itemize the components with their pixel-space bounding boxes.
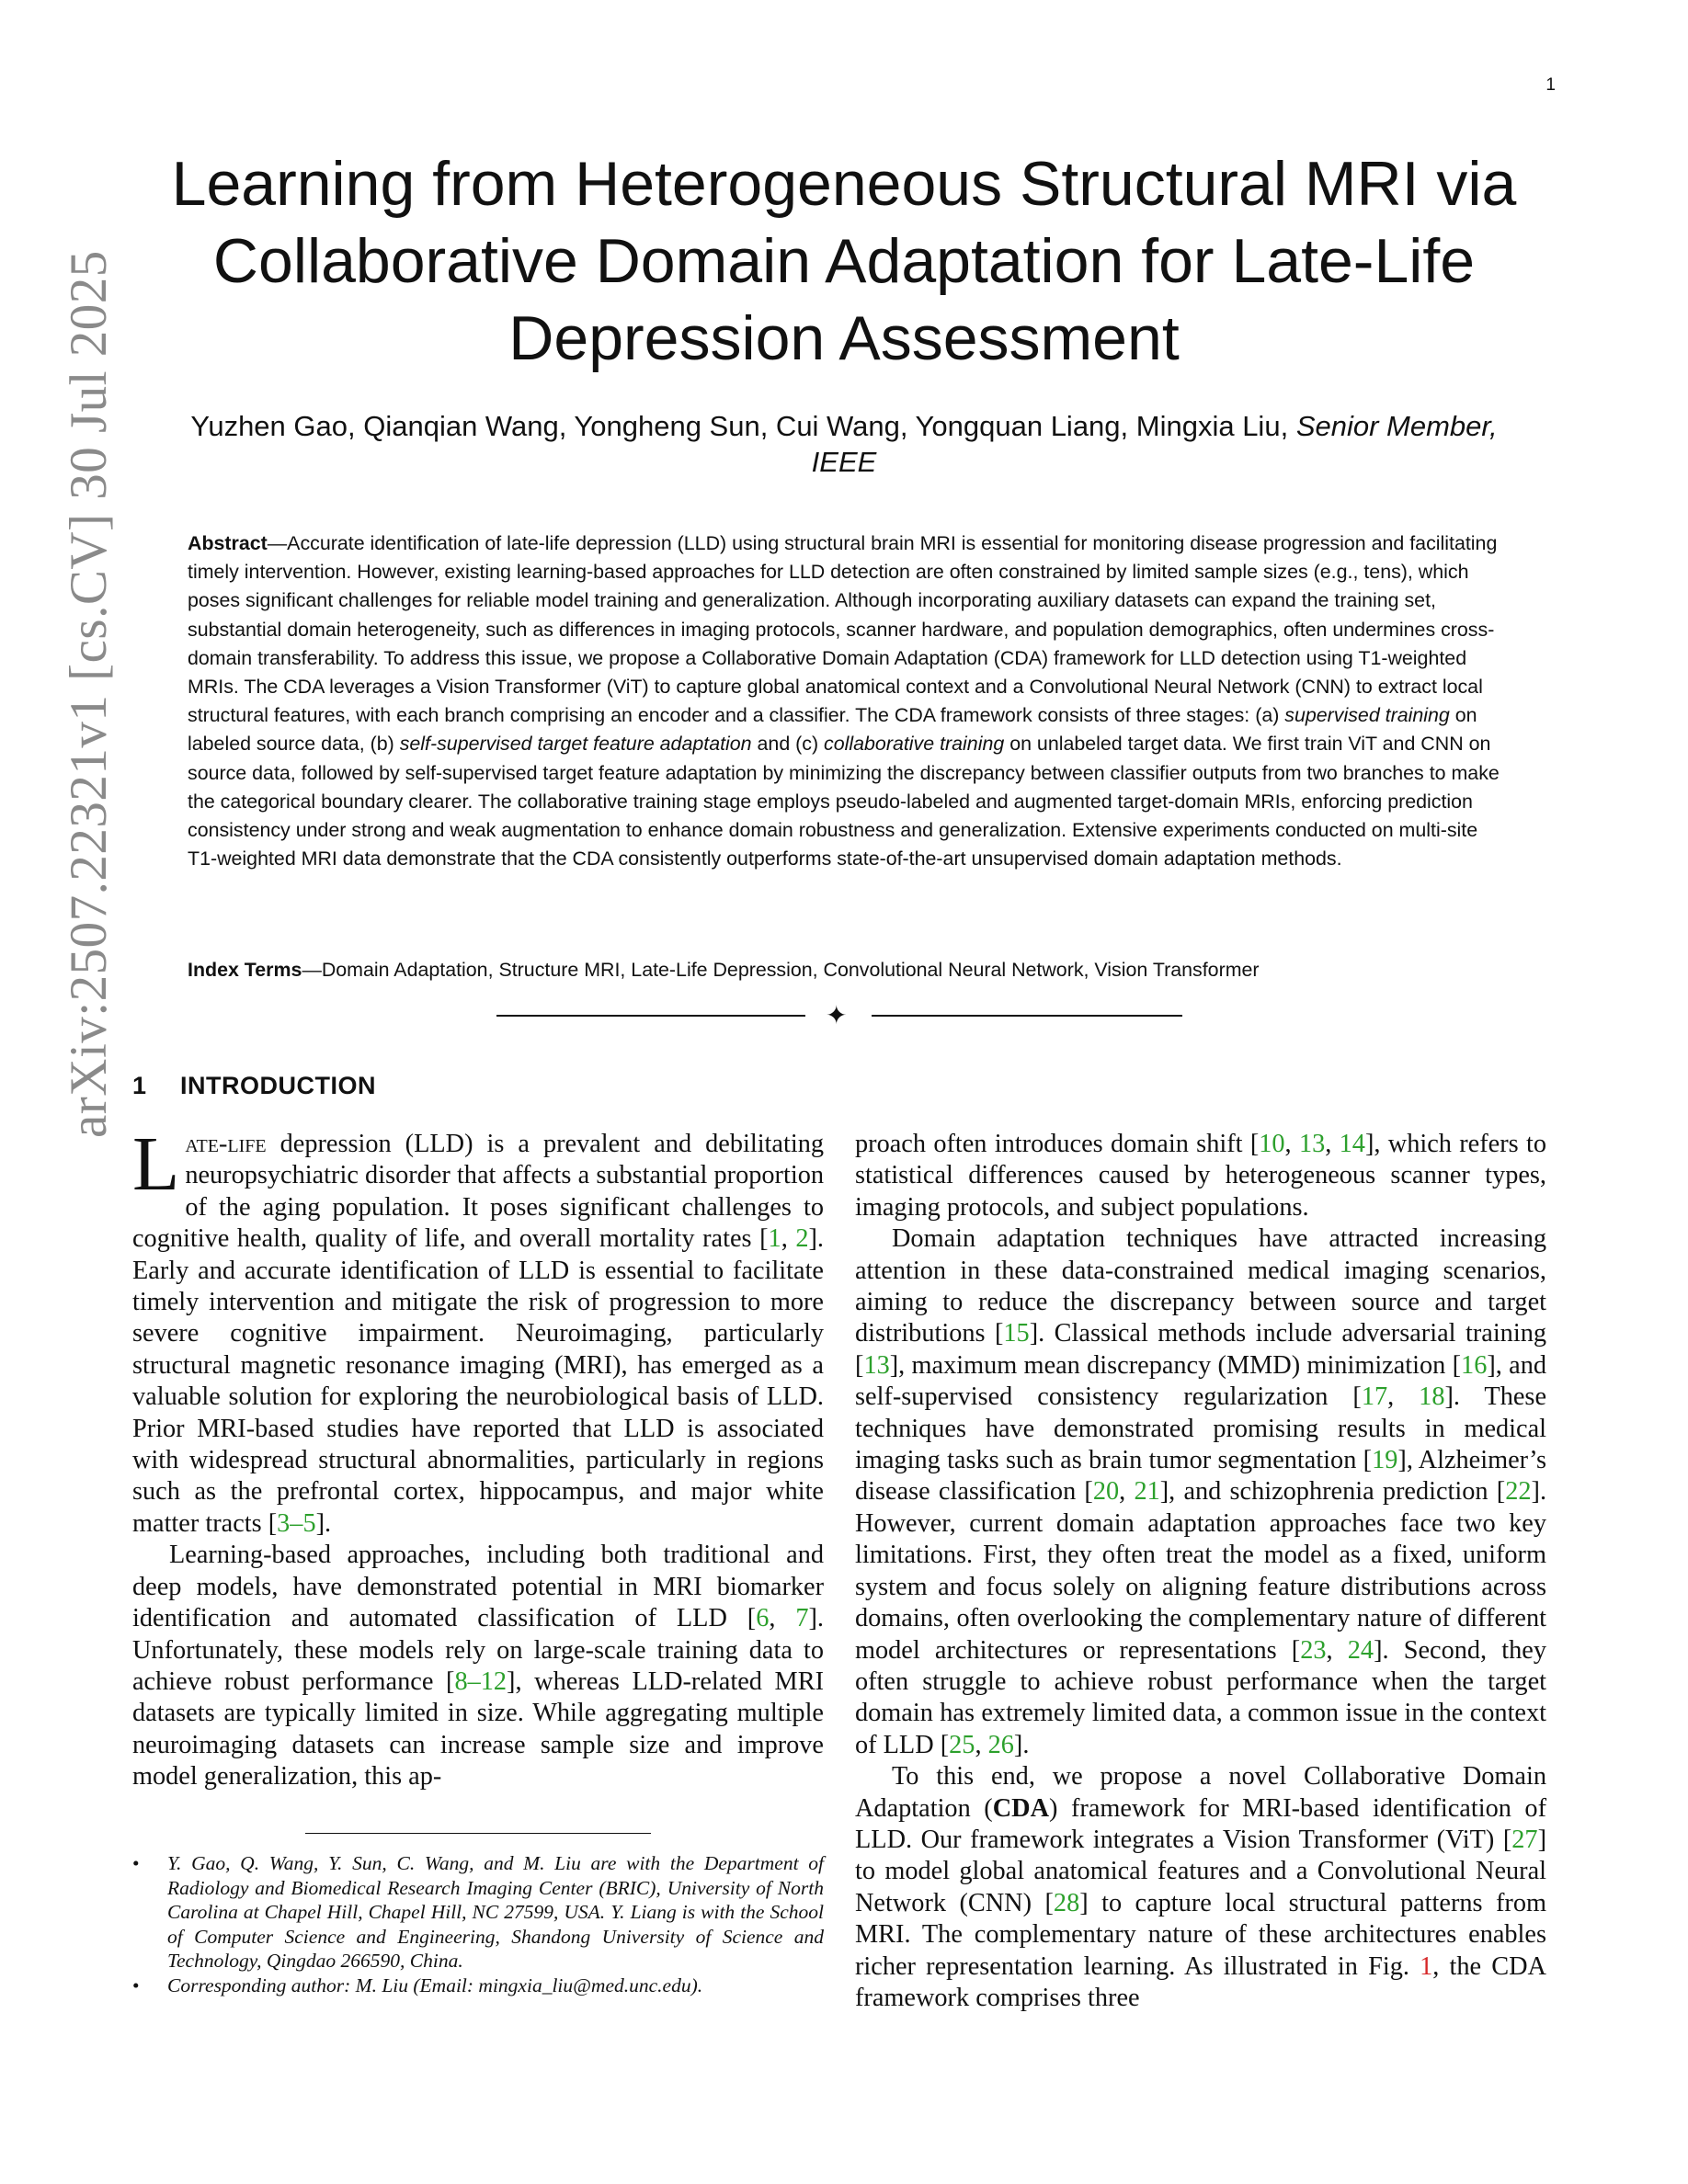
citation-link[interactable]: 8–12: [454, 1666, 508, 1696]
citation-link[interactable]: 28: [1053, 1888, 1080, 1917]
drop-cap: L: [132, 1121, 180, 1207]
intro-paragraph-2: [132, 1540, 824, 1792]
intro-paragraph-4: [855, 1761, 1546, 2014]
author-list: [184, 408, 1504, 480]
left-column: [132, 1121, 824, 1793]
body-text: ]. Classical methods include adversarial training [: [855, 1319, 1546, 1380]
index-terms-text: —Domain Adaptation, Structure MRI, Late-Life Depression, Convolutional Neural Network, Vision Transformer: [302, 959, 1260, 981]
index-terms-label: Index Terms: [188, 959, 302, 981]
citation-link[interactable]: 22: [1505, 1477, 1532, 1507]
author-names: Yuzhen Gao, Qianqian Wang, Yongheng Sun, Cui Wang, Yongquan Liang, Mingxia Liu,: [190, 410, 1289, 442]
paper-title: [110, 145, 1578, 377]
abstract-label: Abstract: [188, 532, 268, 554]
bullet-icon: •: [132, 1852, 140, 1874]
body-text: ], maximum mean discrepancy (MMD) minimization [: [889, 1350, 1462, 1380]
page-number: 1: [1545, 75, 1556, 95]
abstract-dash: —: [267, 532, 288, 554]
author-membership: Senior Member, IEEE: [811, 410, 1498, 478]
body-text: ] to capture local structural patterns from MRI. The complementary nature of these architectures enables richer representation learning. As illustrated in Fig.: [855, 1888, 1546, 1981]
body-text: ], and schizophrenia prediction [: [1159, 1477, 1506, 1507]
body-text: ]. Unfortunately, these models rely on large-scale training data to achieve robust performance [: [132, 1604, 824, 1696]
citation-link[interactable]: 24: [1347, 1635, 1374, 1665]
section-title: INTRODUCTION: [180, 1072, 376, 1099]
title-line: Learning from Heterogeneous Structural MRI via: [171, 149, 1517, 219]
abstract-emphasis: collaborative training: [824, 733, 1005, 756]
body-text: ], Alzheimer’s disease classification [: [855, 1446, 1546, 1507]
citation-link[interactable]: 19: [1372, 1446, 1398, 1475]
title-line: Depression Assessment: [508, 303, 1180, 373]
footnotes: [132, 1851, 824, 1998]
body-text: ,: [975, 1730, 988, 1759]
title-line: Collaborative Domain Adaptation for Late-Life: [212, 226, 1476, 296]
citation-link[interactable]: 13: [863, 1350, 890, 1380]
citation-link[interactable]: 6: [756, 1604, 770, 1633]
body-text: ], and self-supervised consistency regularization [: [855, 1350, 1546, 1412]
figure-reference-link[interactable]: 1: [1420, 1951, 1433, 1981]
body-text: Domain adaptation techniques have attracted increasing attention in these data-constrained medical imaging scenarios, aiming to reduce the discrepancy between source and target distributions [: [855, 1224, 1546, 1348]
footnote-text: Y. Gao, Q. Wang, Y. Sun, C. Wang, and M. Liu are with the Department of Radiology and Biomedical Research Imaging Center (BRIC), University of North Carolina at Chapel Hill, Chapel Hill, NC 27599, USA. Y. Liang is with the School of Computer Science and Engineering, Shandong University of Science and Technology, Qingdao 266590, China.: [167, 1852, 824, 1973]
section-divider: [496, 1000, 1182, 1031]
body-text: ,: [1326, 1635, 1348, 1665]
footnote-corresponding-author: [132, 1974, 824, 1998]
citation-link[interactable]: 21: [1134, 1477, 1160, 1507]
smallcaps-lead: ate-life: [185, 1130, 267, 1158]
abstract-text: on labeled source data, (b): [188, 704, 1477, 756]
abstract-emphasis: supervised training: [1284, 704, 1450, 727]
body-text: ,: [1284, 1130, 1299, 1158]
citation-link[interactable]: 15: [1003, 1319, 1030, 1348]
citation-link[interactable]: 14: [1339, 1130, 1365, 1158]
section-heading: [132, 1072, 376, 1100]
body-text: , the CDA framework comprises three: [855, 1951, 1546, 2012]
footnote-rule: [305, 1833, 651, 1834]
body-text: ]. However, current domain adaptation approaches face two key limitations. First, they often treat the model as a fixed, uniform system and focus solely on aligning feature distributions across domains, often overlooking the complementary nature of different model architectures or representations [: [855, 1477, 1547, 1665]
abstract-text: on unlabeled target data. We first train ViT and CNN on source data, followed by self-supervised target feature adaptation by minimizing the discrepancy between classifier outputs from two branches to make the categorical boundary clearer. The collaborative training stage employs pseudo-labeled and augmented target-domain MRIs, enforcing prediction consistency under strong and weak augmentation to enhance domain robustness and generalization. Extensive experiments conducted on multi-site T1-weighted MRI data demonstrate that the CDA consistently outperforms state-of-the-art unsupervised domain adaptation methods.: [188, 733, 1500, 870]
citation-link[interactable]: 27: [1511, 1825, 1538, 1854]
citation-link[interactable]: 1: [768, 1224, 781, 1254]
body-text: ,: [781, 1224, 796, 1254]
intro-paragraph-3: [855, 1223, 1546, 1761]
divider-ornament-icon: ✦: [826, 1001, 848, 1029]
body-text: ]. Early and accurate identification of LLD is essential to facilitate timely intervention and mitigate the risk of progression to more severe cognitive impairment. Neuroimaging, particularly structural magnetic resonance imaging (MRI), has emerged as a valuable solution for exploring the neurobiological basis of LLD. Prior MRI-based studies have reported that LLD is associated with widespread structural abnormalities, particularly in regions such as the prefrontal cortex, hippocampus, and major white matter tracts [: [132, 1224, 824, 1538]
abstract-text: and (c): [751, 733, 825, 756]
body-text: depression (LLD) is a prevalent and debilitating neuropsychiatric disorder that affects a substantial proportion of the aging population. It poses significant challenges to cognitive health, quality of life, and overall mortality rates [: [132, 1130, 824, 1254]
body-text: ], which refers to statistical differences caused by heterogeneous scanner types, imaging protocols, and subject populations.: [855, 1130, 1546, 1222]
body-text: proach often introduces domain shift [: [855, 1130, 1260, 1158]
body-text: ].: [1013, 1730, 1030, 1759]
body-text: ) framework for MRI-based identification of LLD. Our framework integrates a Vision Transformer (ViT) [: [855, 1793, 1546, 1854]
cda-acronym: CDA: [992, 1793, 1050, 1823]
footnote-affiliations: [132, 1851, 824, 1974]
citation-link[interactable]: 18: [1419, 1382, 1445, 1412]
section-number: 1: [132, 1072, 147, 1099]
footnote-text: Corresponding author: M. Liu (Email: mingxia_liu@med.unc.edu).: [167, 1974, 703, 1996]
citation-link[interactable]: 2: [795, 1224, 809, 1254]
abstract-emphasis: self-supervised target feature adaptation: [399, 733, 752, 756]
abstract: [188, 529, 1504, 873]
right-column: [855, 1129, 1546, 2014]
arxiv-identifier-stamp[interactable]: arXiv:2507.22321v1 [cs.CV] 30 Jul 2025: [60, 250, 118, 1138]
citation-link[interactable]: 23: [1300, 1635, 1327, 1665]
bullet-icon: •: [132, 1974, 140, 1996]
body-text: ].: [315, 1508, 332, 1538]
body-text: ] to model global anatomical features and a Convolutional Neural Network (CNN) [: [855, 1825, 1546, 1917]
citation-link[interactable]: 13: [1298, 1130, 1326, 1158]
intro-paragraph-1: [132, 1121, 824, 1540]
citation-link[interactable]: 25: [949, 1730, 975, 1759]
citation-link[interactable]: 26: [987, 1730, 1014, 1759]
citation-link[interactable]: 16: [1461, 1350, 1488, 1380]
citation-link[interactable]: 3–5: [277, 1508, 316, 1538]
citation-link[interactable]: 7: [795, 1604, 809, 1633]
citation-link[interactable]: 20: [1092, 1477, 1120, 1507]
body-text: ,: [1387, 1382, 1420, 1412]
body-text: ], whereas LLD-related MRI datasets are typically limited in size. While aggregating multiple neuroimaging datasets can increase sample size and improve model generalization, this ap-: [132, 1666, 824, 1792]
citation-link[interactable]: 17: [1361, 1382, 1388, 1412]
intro-paragraph-2-cont: [855, 1129, 1546, 1223]
citation-link[interactable]: 10: [1259, 1130, 1285, 1158]
divider-rule-right: [872, 1015, 1182, 1017]
body-text: ]. These techniques have demonstrated promising results in medical imaging tasks such as brain tumor segmentation [: [855, 1382, 1546, 1475]
abstract-text: Accurate identification of late-life depression (LLD) using structural brain MRI is essential for monitoring disease progression and facilitating timely intervention. However, existing learning-based approaches for LLD detection are often constrained by limited sample sizes (e.g., tens), which poses significant challenges for reliable model training and generalization. Although incorporating auxiliary datasets can expand the training set, substantial domain heterogeneity, such as differences in imaging protocols, scanner hardware, and population demographics, often undermines cross-domain transferability. To address this issue, we propose a Collaborative Domain Adaptation (CDA) framework for LLD detection using T1-weighted MRIs. The CDA leverages a Vision Transformer (ViT) to capture global anatomical context and a Convolutional Neural Network (CNN) to extract local structural features, with each branch comprising an encoder and a classifier. The CDA framework consists of three stages: (a): [188, 532, 1498, 727]
index-terms: [188, 956, 1504, 984]
body-text: ]. Second, they often struggle to achieve robust performance when the target domain has extremely limited data, a common issue in the context of LLD [: [855, 1635, 1546, 1759]
divider-rule-left: [496, 1015, 805, 1017]
body-text: ,: [769, 1604, 796, 1633]
body-text: ,: [1119, 1477, 1135, 1507]
body-text: ,: [1325, 1130, 1340, 1158]
body-text: Learning-based approaches, including both traditional and deep models, have demonstrated potential in MRI biomarker identification and automated classification of LLD [: [132, 1541, 824, 1633]
body-text: To this end, we propose a novel Collaborative Domain Adaptation (: [855, 1762, 1546, 1823]
